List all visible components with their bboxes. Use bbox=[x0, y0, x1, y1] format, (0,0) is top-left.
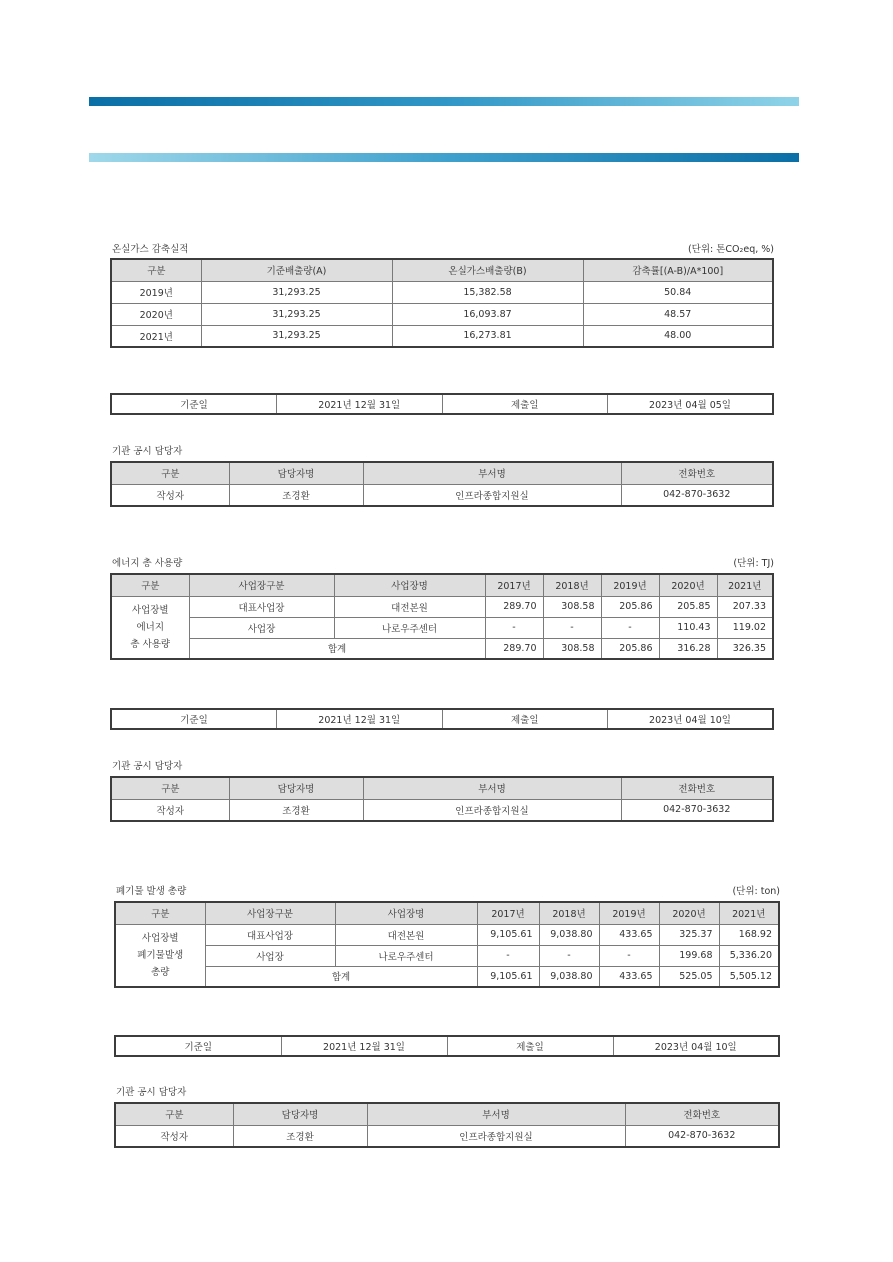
table-cell: 15,382.58 bbox=[392, 281, 583, 303]
header-cell: 구분 bbox=[115, 1103, 233, 1125]
waste-caption bbox=[114, 883, 780, 897]
header-cell: 담당자명 bbox=[229, 777, 363, 799]
dates-table bbox=[110, 393, 774, 415]
contact-caption bbox=[114, 1084, 780, 1098]
total-label: 합계 bbox=[205, 966, 477, 987]
contact-table bbox=[110, 776, 774, 822]
table-cell: 9,105.61 bbox=[477, 966, 539, 987]
contact-caption bbox=[110, 758, 774, 772]
table-cell: 5,336.20 bbox=[719, 945, 779, 966]
header-cell: 전화번호 bbox=[625, 1103, 779, 1125]
table-cell: 199.68 bbox=[659, 945, 719, 966]
table-cell: 110.43 bbox=[659, 617, 717, 638]
header-cell: 구분 bbox=[111, 777, 229, 799]
header-bar-top bbox=[89, 97, 799, 106]
table-cell: 대전본원 bbox=[335, 924, 477, 945]
waste-dates bbox=[114, 1035, 780, 1057]
header-cell: 담당자명 bbox=[233, 1103, 367, 1125]
table-cell: 308.58 bbox=[543, 596, 601, 617]
table-cell: - bbox=[477, 945, 539, 966]
table-cell: 조경환 bbox=[229, 484, 363, 506]
energy-title: 에너지 총 사용량 bbox=[112, 558, 183, 569]
table-cell: 9,038.80 bbox=[539, 924, 599, 945]
dates-row bbox=[111, 394, 773, 414]
ghg-header-row bbox=[111, 259, 773, 281]
group-label-line: 총량 bbox=[151, 966, 170, 978]
group-label-line: 사업장별 bbox=[131, 604, 169, 616]
header-bar-bottom bbox=[89, 153, 799, 162]
contact-title: 기관 공시 담당자 bbox=[112, 446, 183, 457]
group-label-line: 총 사용량 bbox=[130, 638, 171, 650]
table-row bbox=[115, 945, 779, 966]
table-cell: 인프라종합지원실 bbox=[363, 799, 621, 821]
table-cell: 207.33 bbox=[717, 596, 773, 617]
table-cell: 2021년 bbox=[111, 325, 201, 347]
table-row bbox=[111, 596, 773, 617]
ghg-contact bbox=[110, 443, 774, 507]
base-date-label: 기준일 bbox=[111, 394, 277, 414]
table-cell: 205.86 bbox=[601, 596, 659, 617]
energy-unit: (단위: TJ) bbox=[733, 558, 774, 569]
submit-date-value: 2023년 04월 10일 bbox=[613, 1036, 779, 1056]
table-cell: 2019년 bbox=[111, 281, 201, 303]
contact-title: 기관 공시 담당자 bbox=[112, 761, 183, 772]
group-label-line: 폐기물발생 bbox=[137, 949, 184, 961]
header-cell: 기준배출량(A) bbox=[201, 259, 392, 281]
table-cell: 조경환 bbox=[229, 799, 363, 821]
table-cell: 작성자 bbox=[111, 799, 229, 821]
total-row bbox=[115, 966, 779, 987]
header-cell: 부서명 bbox=[363, 462, 621, 484]
header-cell: 2017년 bbox=[485, 574, 543, 596]
table-cell: 308.58 bbox=[543, 638, 601, 659]
dates-row bbox=[111, 709, 773, 729]
header-cell: 2019년 bbox=[601, 574, 659, 596]
energy-section bbox=[110, 555, 774, 660]
group-label-line: 에너지 bbox=[136, 621, 165, 633]
table-cell: 042-870-3632 bbox=[625, 1125, 779, 1147]
base-date-value: 2021년 12월 31일 bbox=[277, 709, 443, 729]
ghg-caption bbox=[110, 241, 774, 255]
header-cell: 사업장명 bbox=[335, 902, 477, 924]
table-row bbox=[111, 325, 773, 347]
table-cell: - bbox=[599, 945, 659, 966]
ghg-title: 온실가스 감축실적 bbox=[112, 244, 189, 255]
table-cell: 168.92 bbox=[719, 924, 779, 945]
contact-table bbox=[114, 1102, 780, 1148]
table-cell: 326.35 bbox=[717, 638, 773, 659]
table-cell: 대표사업장 bbox=[205, 924, 335, 945]
header-cell: 구분 bbox=[111, 574, 189, 596]
table-cell: 205.86 bbox=[601, 638, 659, 659]
header-cell: 2020년 bbox=[659, 902, 719, 924]
total-row bbox=[111, 638, 773, 659]
dates-table bbox=[114, 1035, 780, 1057]
table-cell: 사업장 bbox=[205, 945, 335, 966]
group-label-cell bbox=[111, 596, 189, 659]
waste-header-row bbox=[115, 902, 779, 924]
contact-caption bbox=[110, 443, 774, 457]
ghg-section bbox=[110, 241, 774, 348]
waste-section bbox=[114, 883, 780, 988]
table-cell: 9,105.61 bbox=[477, 924, 539, 945]
table-cell: 119.02 bbox=[717, 617, 773, 638]
waste-unit: (단위: ton) bbox=[732, 886, 780, 897]
header-cell: 담당자명 bbox=[229, 462, 363, 484]
table-cell: 525.05 bbox=[659, 966, 719, 987]
ghg-unit: (단위: 톤CO₂eq, %) bbox=[687, 244, 774, 255]
table-cell: 인프라종합지원실 bbox=[367, 1125, 625, 1147]
table-cell: 조경환 bbox=[233, 1125, 367, 1147]
table-row bbox=[115, 924, 779, 945]
table-cell: 31,293.25 bbox=[201, 281, 392, 303]
table-row bbox=[111, 617, 773, 638]
header-cell: 2018년 bbox=[539, 902, 599, 924]
table-row bbox=[111, 799, 773, 821]
energy-caption bbox=[110, 555, 774, 569]
contact-table bbox=[110, 461, 774, 507]
table-cell: 작성자 bbox=[111, 484, 229, 506]
table-cell: 16,273.81 bbox=[392, 325, 583, 347]
header-cell: 2020년 bbox=[659, 574, 717, 596]
header-cell: 구분 bbox=[111, 462, 229, 484]
table-cell: 작성자 bbox=[115, 1125, 233, 1147]
base-date-value: 2021년 12월 31일 bbox=[277, 394, 443, 414]
total-label: 합계 bbox=[189, 638, 485, 659]
table-row bbox=[115, 1125, 779, 1147]
table-cell: 31,293.25 bbox=[201, 303, 392, 325]
header-cell: 전화번호 bbox=[621, 462, 773, 484]
table-cell: 2020년 bbox=[111, 303, 201, 325]
header-cell: 구분 bbox=[111, 259, 201, 281]
table-cell: 대표사업장 bbox=[189, 596, 334, 617]
dates-table bbox=[110, 708, 774, 730]
waste-title: 폐기물 발생 총량 bbox=[116, 886, 187, 897]
header-cell: 사업장구분 bbox=[205, 902, 335, 924]
table-cell: 나로우주센터 bbox=[335, 945, 477, 966]
energy-table bbox=[110, 573, 774, 660]
table-cell: 9,038.80 bbox=[539, 966, 599, 987]
table-cell: 인프라종합지원실 bbox=[363, 484, 621, 506]
header-cell: 2021년 bbox=[717, 574, 773, 596]
group-label-cell bbox=[115, 924, 205, 987]
header-cell: 2019년 bbox=[599, 902, 659, 924]
table-cell: 289.70 bbox=[485, 638, 543, 659]
table-cell: 5,505.12 bbox=[719, 966, 779, 987]
table-cell: 433.65 bbox=[599, 966, 659, 987]
table-cell: 사업장 bbox=[189, 617, 334, 638]
submit-date-value: 2023년 04월 10일 bbox=[608, 709, 774, 729]
waste-table bbox=[114, 901, 780, 988]
table-cell: 205.85 bbox=[659, 596, 717, 617]
header-cell: 온실가스배출량(B) bbox=[392, 259, 583, 281]
table-cell: 042-870-3632 bbox=[621, 799, 773, 821]
header-cell: 전화번호 bbox=[621, 777, 773, 799]
table-cell: 대전본원 bbox=[334, 596, 485, 617]
ghg-dates bbox=[110, 393, 774, 415]
header-cell: 감축률[(A-B)/A*100] bbox=[583, 259, 773, 281]
table-cell: 289.70 bbox=[485, 596, 543, 617]
header-cell: 부서명 bbox=[367, 1103, 625, 1125]
base-date-label: 기준일 bbox=[111, 709, 277, 729]
contact-header-row bbox=[111, 462, 773, 484]
base-date-label: 기준일 bbox=[115, 1036, 281, 1056]
header-cell: 사업장구분 bbox=[189, 574, 334, 596]
table-cell: 316.28 bbox=[659, 638, 717, 659]
group-label-line: 사업장별 bbox=[141, 932, 179, 944]
contact-title: 기관 공시 담당자 bbox=[116, 1087, 187, 1098]
table-cell: 433.65 bbox=[599, 924, 659, 945]
table-cell: 042-870-3632 bbox=[621, 484, 773, 506]
table-cell: - bbox=[543, 617, 601, 638]
table-cell: 나로우주센터 bbox=[334, 617, 485, 638]
submit-date-label: 제출일 bbox=[442, 394, 608, 414]
submit-date-label: 제출일 bbox=[447, 1036, 613, 1056]
table-cell: 48.00 bbox=[583, 325, 773, 347]
table-row bbox=[111, 484, 773, 506]
energy-dates bbox=[110, 708, 774, 730]
table-row bbox=[111, 281, 773, 303]
table-cell: 48.57 bbox=[583, 303, 773, 325]
table-cell: 31,293.25 bbox=[201, 325, 392, 347]
ghg-table bbox=[110, 258, 774, 348]
header-cell: 2021년 bbox=[719, 902, 779, 924]
table-cell: 325.37 bbox=[659, 924, 719, 945]
submit-date-value: 2023년 04월 05일 bbox=[608, 394, 774, 414]
header-cell: 부서명 bbox=[363, 777, 621, 799]
table-cell: - bbox=[539, 945, 599, 966]
contact-header-row bbox=[115, 1103, 779, 1125]
header-cell: 2017년 bbox=[477, 902, 539, 924]
energy-header-row bbox=[111, 574, 773, 596]
table-cell: 16,093.87 bbox=[392, 303, 583, 325]
contact-header-row bbox=[111, 777, 773, 799]
header-cell: 구분 bbox=[115, 902, 205, 924]
submit-date-label: 제출일 bbox=[442, 709, 608, 729]
table-row bbox=[111, 303, 773, 325]
table-cell: - bbox=[485, 617, 543, 638]
waste-contact bbox=[114, 1084, 780, 1148]
header-cell: 사업장명 bbox=[334, 574, 485, 596]
table-cell: 50.84 bbox=[583, 281, 773, 303]
base-date-value: 2021년 12월 31일 bbox=[281, 1036, 447, 1056]
header-cell: 2018년 bbox=[543, 574, 601, 596]
table-cell: - bbox=[601, 617, 659, 638]
dates-row bbox=[115, 1036, 779, 1056]
energy-contact bbox=[110, 758, 774, 822]
